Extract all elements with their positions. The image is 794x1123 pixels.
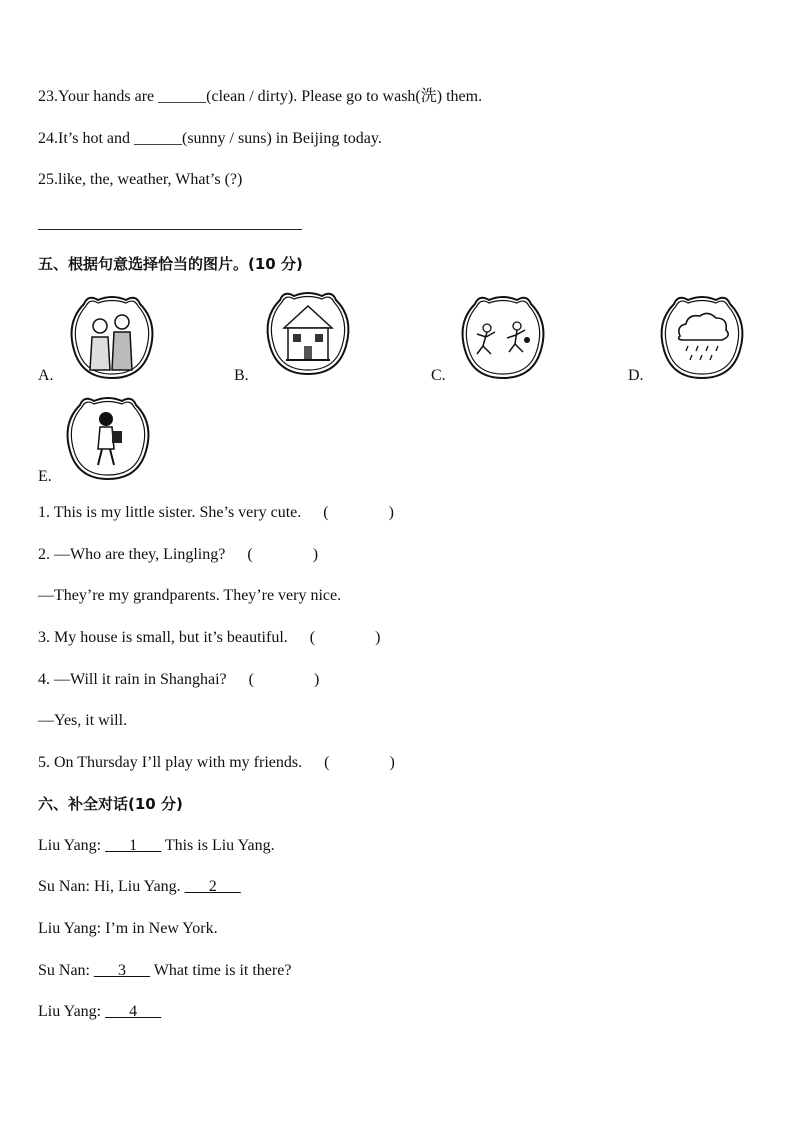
section-5-title: 五、根据句意选择恰当的图片。(10 分) — [38, 255, 303, 273]
item-2-paren-open: ( — [247, 546, 253, 563]
item-5-paren-open: ( — [324, 754, 330, 771]
item-1-paren-open: ( — [323, 504, 329, 521]
item-5-paren-close: ) — [389, 754, 395, 771]
rain-cloud-icon — [652, 292, 752, 382]
speaker: Liu Yang: — [38, 1003, 106, 1020]
item-4-answer: —Yes, it will. — [38, 712, 128, 729]
dialogue-line-3: Liu Yang: I’m in New York. — [38, 920, 218, 937]
option-label-a: A. — [38, 367, 54, 384]
item-5 — [38, 753, 395, 773]
grandparents-icon — [62, 292, 162, 382]
item-3-paren-close: ) — [375, 629, 381, 646]
option-label-d: D. — [628, 367, 644, 384]
dialogue-line-4 — [38, 961, 291, 981]
playing-friends-icon — [453, 292, 553, 382]
answer-line — [38, 229, 302, 230]
question-25: 25.like, the, weather, What’s (?) — [38, 171, 243, 188]
speaker: Liu Yang: — [38, 837, 106, 854]
section-6-title: 六、补全对话(10 分) — [38, 795, 183, 813]
speaker: Su Nan: Hi, Liu Yang. — [38, 878, 185, 895]
item-4-paren-close: ) — [313, 671, 320, 688]
house-icon — [258, 288, 358, 378]
speaker: Su Nan: — [38, 962, 94, 979]
item-3 — [38, 628, 380, 648]
item-2 — [38, 545, 318, 565]
item-5-text: 5. On Thursday I’ll play with my friends. — [38, 754, 303, 771]
item-2-answer: —They’re my grandparents. They’re very nice. — [38, 587, 342, 604]
dialogue-line-5 — [38, 1002, 161, 1022]
item-3-text: 3. My house is small, but it’s beautiful. — [38, 629, 288, 646]
little-girl-icon — [58, 393, 158, 483]
item-4 — [38, 670, 319, 690]
dialogue-text: What time is it there? — [150, 962, 292, 979]
item-4-text: 4. —Will it rain in Shanghai? — [38, 671, 227, 688]
question-23: 23.Your hands are ______(clean / dirty). Please go to wash(洗) them. — [38, 88, 483, 105]
dialogue-text: This is Liu Yang. — [161, 837, 275, 854]
option-label-c: C. — [431, 367, 446, 384]
blank-2[interactable]: ___2___ — [184, 878, 241, 895]
item-3-paren-open: ( — [309, 629, 316, 646]
blank-4[interactable]: ___4___ — [105, 1003, 162, 1020]
item-2-text: 2. —Who are they, Lingling? — [38, 546, 226, 563]
item-1-paren-close: ) — [388, 504, 394, 521]
item-1 — [38, 503, 394, 523]
question-24: 24.It’s hot and ______(sunny / suns) in Beijing today. — [38, 130, 382, 147]
blank-3[interactable]: ___3___ — [94, 962, 150, 979]
item-2-paren-close: ) — [312, 546, 319, 563]
dialogue-line-2 — [38, 877, 241, 897]
option-label-e: E. — [38, 468, 52, 485]
item-4-paren-open: ( — [248, 671, 254, 688]
dialogue-line-1 — [38, 836, 275, 856]
item-1-text: 1. This is my little sister. She’s very cute. — [38, 504, 302, 521]
blank-1[interactable]: ___1___ — [105, 837, 162, 854]
option-label-b: B. — [234, 367, 249, 384]
